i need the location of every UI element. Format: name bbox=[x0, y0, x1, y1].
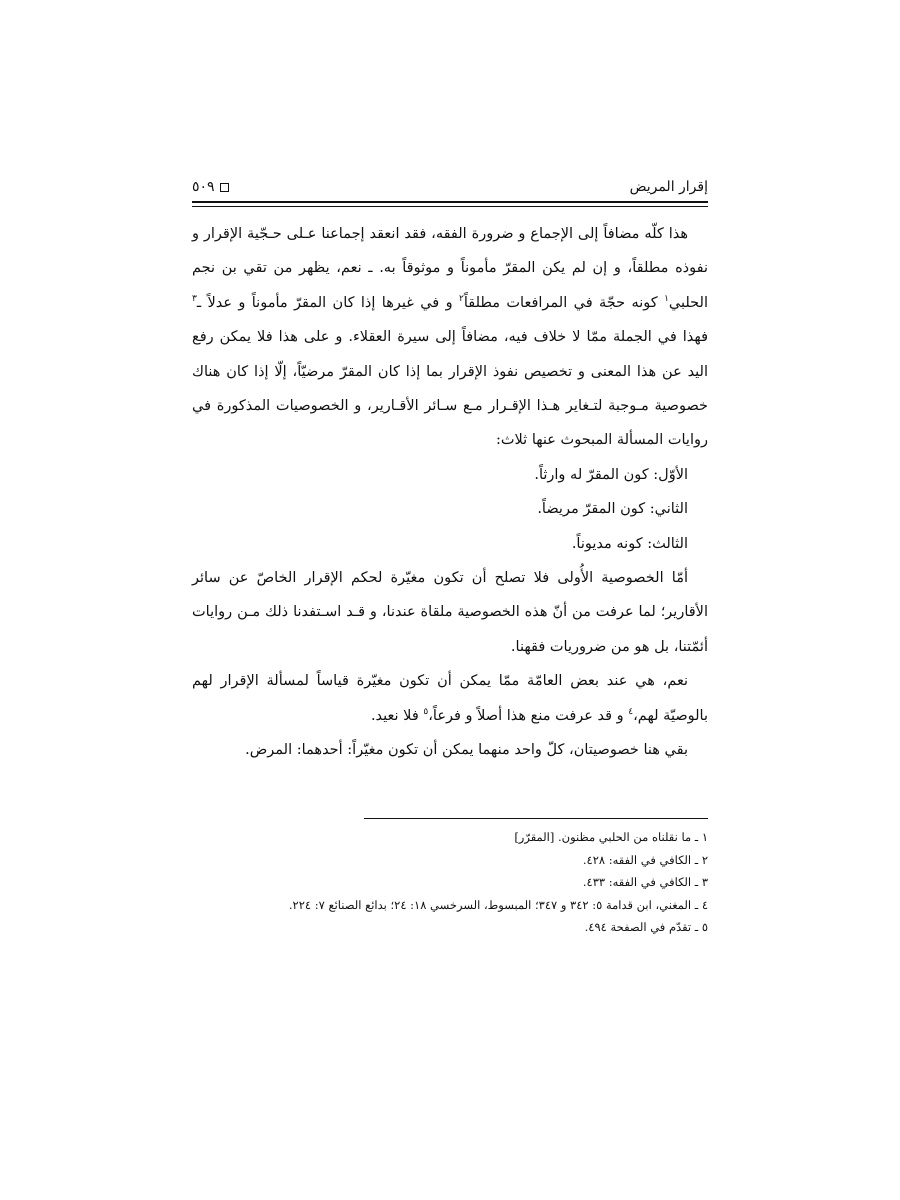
paragraph-1-part-d: فهذا في الجملة ممّا لا خلاف فيه، مضافاً إلى سيرة العقلاء. و على هذا فلا يمكن رفع اليد عن هذا المعنى و تخصيص نفوذ الإقرار بما إذا كان المقرّ مرضيّاً، إلّا إذا كان هناك خصوصية مـوجبة لتـغاير هـذا الإقـرار مـع سـائر الأقـارير، و الخصوصيات المذكورة في روايات المسألة المبحوث عنها ثلاث: bbox=[192, 329, 708, 449]
footnote-ref-1: ١ bbox=[664, 293, 669, 304]
footnote-2: ٢ ـ الكافي في الفقه: ٤٢٨. bbox=[582, 852, 708, 867]
footnote-5: ٥ ـ تقدّم في الصفحة ٤٩٤. bbox=[584, 920, 708, 935]
list-item-first: الأوّل: كون المقرّ له وارثاً. bbox=[534, 466, 688, 483]
header-rule-thick bbox=[192, 201, 708, 203]
paragraph-1-part-b: كونه حجّة في المرافعات مطلقاً bbox=[463, 294, 658, 311]
footnote-ref-3: ٣ bbox=[192, 293, 197, 304]
list-item-second: الثاني: كون المقرّ مريضاً. bbox=[537, 501, 688, 518]
list-item-third: الثالث: كونه مديوناً. bbox=[571, 535, 688, 552]
footnote-ref-2: ٢ bbox=[458, 293, 464, 304]
paragraph-3-part-a: نعم، هي عند بعض العامّة ممّا يمكن أن تكون مغيّرة قياساً لمسألة الإقرار لهم بالوصيّة لهم، bbox=[192, 673, 708, 724]
paragraph-1-part-a: هذا كلّه مضافاً إلى الإجماع و ضرورة الفقه، فقد انعقد إجماعنا عـلى حـجّية الإقرار و نفوذه مطلقاً، و إن لم يكن المقرّ مأموناً و موثوقاً به. ـ نعم، يظهر من تقي بن نجم الحلبي bbox=[192, 226, 708, 311]
paragraph-3-part-b: و قد عرفت منع هذا أصلاً و فرعاً، bbox=[428, 707, 624, 724]
page-number-group bbox=[192, 178, 229, 196]
footnote-1: ١ ـ ما نقلناه من الحلبي مظنون. [المقرّر] bbox=[514, 830, 708, 844]
footnote-ref-4: ٤ bbox=[628, 706, 634, 717]
main-text bbox=[192, 217, 708, 768]
page-number: ٥٠٩ bbox=[192, 179, 215, 195]
paragraph-1-part-c: و في غيرها إذا كان المقرّ مأموناً و عدلاً ـ bbox=[196, 294, 453, 311]
page-header bbox=[192, 176, 708, 198]
footnote-3: ٣ ـ الكافي في الفقه: ٤٣٣. bbox=[582, 875, 708, 890]
paragraph-3-part-c: فلا نعيد. bbox=[370, 707, 419, 724]
paragraph-4: بقي هنا خصوصيتان، كلّ واحد منهما يمكن أن تكون مغيّراً: أحدهما: المرض. bbox=[245, 742, 688, 759]
running-title: إقرار المريض bbox=[629, 179, 708, 195]
paragraph-2: أمّا الخصوصية الأُولى فلا تصلح أن تكون مغيّرة لحكم الإقرار الخاصّ عن سائر الأقارير؛ لما عرفت من أنّ هذه الخصوصية ملقاة عندنا، و قـد اسـتفدنا ذلك مـن روايات أئمّتنا، بل هو من ضروريات فقهنا. bbox=[192, 570, 708, 655]
paragraph-3 bbox=[192, 664, 708, 733]
footnote-4: ٤ ـ المغني، ابن قدامة ٥: ٣٤٢ و ٣٤٧؛ المبسوط، السرخسي ١٨: ٢٤؛ بدائع الصنائع ٧: ٢٢٤. bbox=[288, 897, 708, 912]
header-rule-thin bbox=[192, 206, 708, 207]
footnotes bbox=[192, 826, 708, 939]
footnote-ref-5: ٥ bbox=[423, 706, 429, 717]
square-ornament-icon bbox=[220, 183, 229, 192]
footnote-separator bbox=[364, 818, 708, 819]
paragraph-1 bbox=[192, 217, 708, 458]
